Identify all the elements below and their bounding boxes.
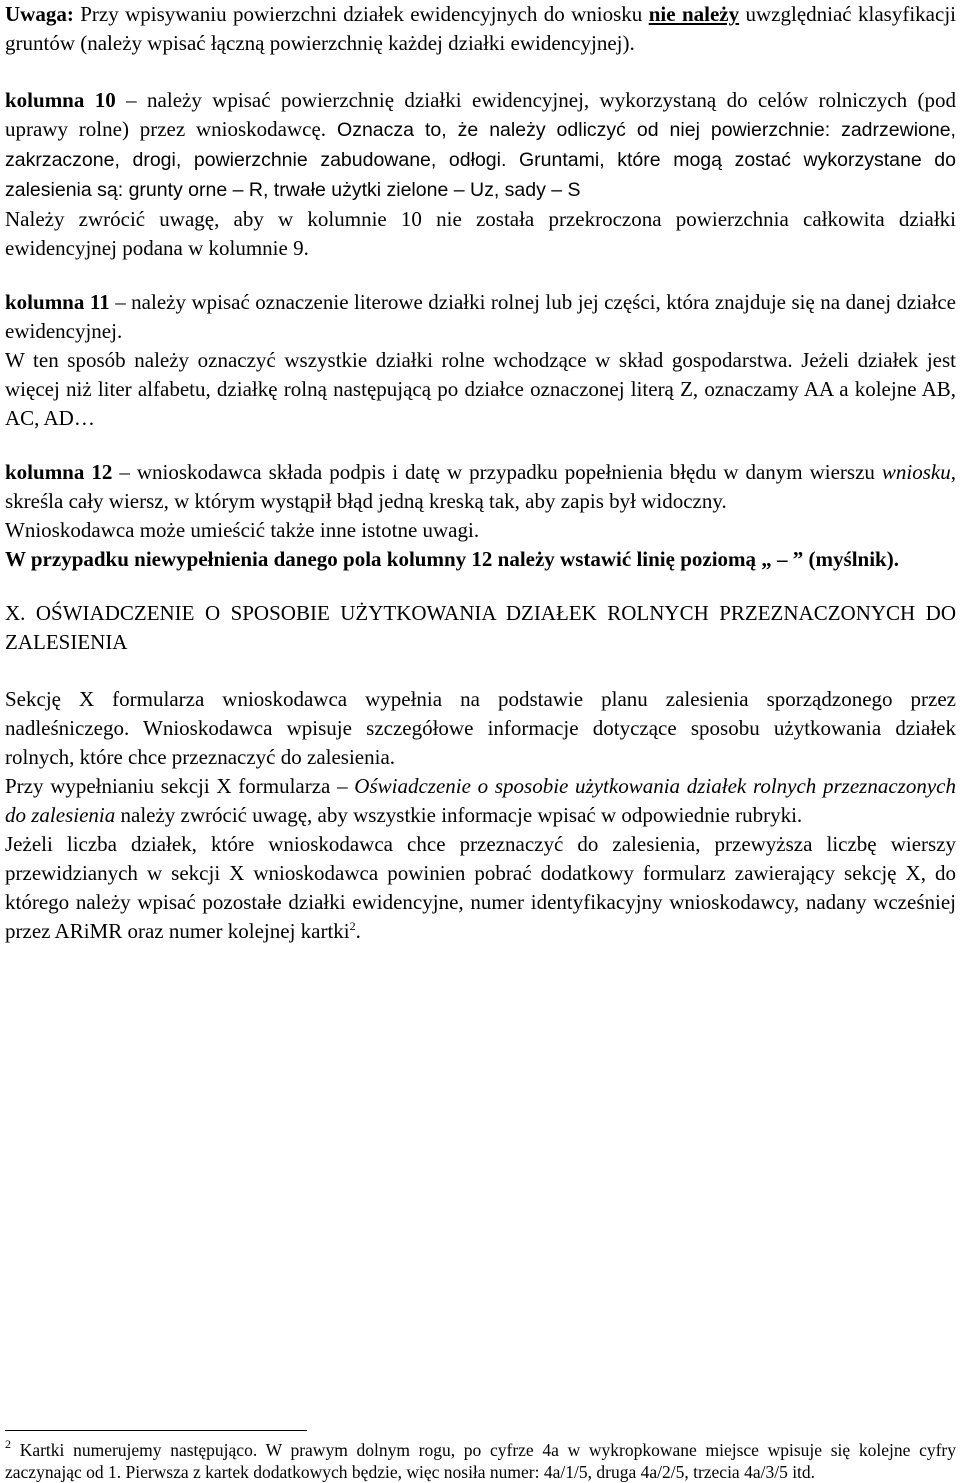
section-x-paragraph-2 <box>5 772 956 830</box>
column-10-text: – należy wpisać powierzchnię działki ewidencyjnej, wykorzystaną do celów rolniczych (pod uprawy rolne) przez wnioskodawcę. <box>5 88 956 141</box>
footnote-marker: 2 <box>5 1437 11 1451</box>
section-x-paragraph-2-end: należy zwrócić uwagę, aby wszystkie informacje wpisać w odpowiednie rubryki. <box>115 803 803 827</box>
footnote-text: Kartki numerujemy następująco. W prawym dolnym rogu, po cyfrze 4a w wykropkowane miejsce wpisuje się kolejne cyfry zaczynając od 1. Pierwsza z kartek dodatkowych będzie, więc nosiła numer: 4a/1/5, druga 4a/2/5, trzecia 4a/3/5 itd. <box>5 1440 956 1482</box>
spacer <box>5 946 956 1430</box>
section-x-heading: X. OŚWIADCZENIE O SPOSOBIE UŻYTKOWANIA DZIAŁEK ROLNYCH PRZEZNACZONYCH DO ZALESIENIA <box>5 601 956 654</box>
section-x-paragraph-3-text: Jeżeli liczba działek, które wnioskodawca chce przeznaczyć do zalesienia, przewyższa liczbę wierszy przewidzianych w sekcji X wnioskodawca powinien pobrać dodatkowy formularz zawierający sekcję X, do którego należy wpisać pozostałe działki ewidencyjne, numer identyfikacyjny wnioskodawcy, nadany wcześniej przez ARiMR oraz numer kolejnej kartki <box>5 832 956 943</box>
section-x-paragraph-3-end: . <box>355 919 361 943</box>
document-page <box>5 0 956 1483</box>
column-11-text: – należy wpisać oznaczenie literowe działki rolnej lub jej części, która znajduje się na danej działce ewidencyjnej. <box>5 290 956 343</box>
section-x-form-title: Oświadczenie o sposobie użytkowania działek rolnych przeznaczonych do zalesienia <box>5 774 956 827</box>
spacer <box>5 657 956 685</box>
footnote-separator <box>5 1430 307 1431</box>
note-text-start: Przy wpisywaniu powierzchni działek ewidencyjnych do wniosku <box>73 2 649 26</box>
note-emphasis: nie należy <box>648 2 740 26</box>
footnote-reference: 2 <box>349 919 356 933</box>
spacer <box>5 433 956 458</box>
column-12-label: kolumna 12 <box>5 460 113 484</box>
column-11-paragraph <box>5 288 956 346</box>
note-paragraph <box>5 0 956 58</box>
column-11-note: W ten sposób należy oznaczyć wszystkie działki rolne wchodzące w skład gospodarstwa. Jeżeli działek jest więcej niż liter alfabetu, działkę rolną następującą po działce oznaczonej literą Z, oznaczamy AA a kolejne AB, AC, AD… <box>5 348 956 430</box>
column-11-label: kolumna 11 <box>5 290 110 314</box>
column-10-label: kolumna 10 <box>5 88 116 112</box>
spacer <box>5 574 956 599</box>
column-12-italic-word: wniosku <box>881 460 951 484</box>
section-x-paragraph-3 <box>5 830 956 946</box>
note-label: Uwaga: <box>5 2 74 26</box>
column-12-paragraph <box>5 458 956 516</box>
spacer <box>5 58 956 86</box>
footnote <box>5 1439 956 1483</box>
column-10-paragraph <box>5 86 956 205</box>
column-12-remarks: Wnioskodawca może umieścić także inne istotne uwagi. <box>5 518 480 542</box>
column-10-note: Należy zwrócić uwagę, aby w kolumnie 10 nie została przekroczona powierzchnia całkowita działki ewidencyjnej podana w kolumnie 9. <box>5 207 956 260</box>
note-text-end: uwzględniać klasyfikacji gruntów (należy wpisać łączną powierzchnię każdej działki ewidencyjnej). <box>5 2 956 55</box>
column-12-text: – wnioskodawca składa podpis i datę w przypadku popełnienia błędu w danym wierszu <box>112 460 882 484</box>
column-12-dash-instruction: W przypadku niewypełnienia danego pola kolumny 12 należy wstawić linię poziomą „ – ” (myślnik). <box>5 547 899 571</box>
spacer <box>5 263 956 288</box>
section-x-paragraph-2-start: Przy wypełnianiu sekcji X formularza – <box>5 774 355 798</box>
column-10-explanation: Oznacza to, że należy odliczyć od niej powierzchnie: zadrzewione, zakrzaczone, drogi, powierzchnie zabudowane, odłogi. Gruntami, które mogą zostać wykorzystane do zalesienia są: grunty orne – R, trwałe użytki zielone – Uz, sady – S <box>5 119 956 201</box>
column-12-text-end: , skreśla cały wiersz, w którym wystąpił błąd jedną kreską tak, aby zapis był widoczny. <box>5 460 956 513</box>
section-x-paragraph-1: Sekcję X formularza wnioskodawca wypełnia na podstawie planu zalesienia sporządzonego przez nadleśniczego. Wnioskodawca wpisuje szczegółowe informacje dotyczące sposobu użytkowania działek rolnych, które chce przeznaczyć do zalesienia. <box>5 687 956 769</box>
